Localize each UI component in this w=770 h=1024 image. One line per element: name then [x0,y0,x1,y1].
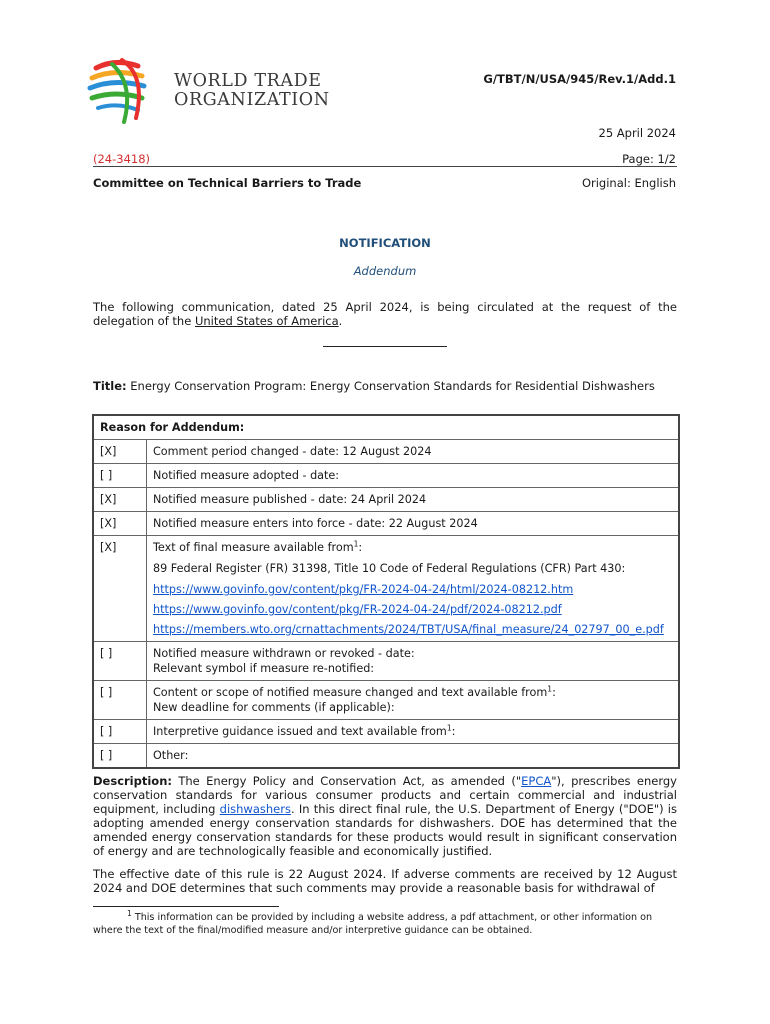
org-name [174,72,330,110]
federal-register-citation: 89 Federal Register (FR) 31398, Title 10 Code of Federal Regulations (CFR) Part 430: [153,562,626,575]
intro-end: . [338,314,343,328]
reason-cell [147,642,680,681]
reason-header: Reason for Addendum: [93,415,679,440]
table-row [93,440,679,464]
reason-text: Content or scope of notified measure changed and text available from [153,686,548,699]
reason-header-row [93,415,679,440]
member-link[interactable]: United States of America [194,314,339,328]
reason-colon: : [552,686,556,699]
reason-subtext: Relevant symbol if measure re-notified: [153,662,375,675]
checkbox-mark: [ ] [93,681,147,720]
reason-table [92,414,680,769]
document-number: (24-3418) [93,152,151,166]
wto-emblem-icon [86,56,166,128]
original-language: Original: English [581,176,676,190]
table-row [93,512,679,536]
description-label: Description: [93,774,172,788]
document-date: 25 April 2024 [598,126,676,140]
footnote-ref: 1 [446,723,452,733]
reason-text: Notified measure enters into force - date: 22 August 2024 [147,512,680,536]
footnote-ref: 1 [353,539,359,549]
measure-title [93,379,693,393]
dishwashers-link[interactable]: dishwashers [219,802,291,816]
title-text: Energy Conservation Program: Energy Conservation Standards for Residential Dishwashers [126,379,655,393]
reason-text: Other: [147,744,680,769]
org-name-line1: WORLD TRADE [174,71,322,91]
reason-text: Interpretive guidance issued and text available from [153,725,447,738]
reason-colon: : [451,725,456,738]
description-text: "), prescribes energy conservation standards for various consumer products and certain commercial and industrial equipment, including [93,774,677,816]
checkbox-mark: [X] [93,536,147,642]
checkbox-mark: [ ] [93,464,147,488]
checkbox-mark: [ ] [93,744,147,769]
html-link[interactable]: https://www.govinfo.gov/content/pkg/FR-2024-04-24/html/2024-08212.htm [153,583,574,596]
reason-text: Text of final measure available from [153,541,354,554]
table-row [93,681,679,720]
checkbox-mark: [ ] [93,642,147,681]
checkbox-mark: [X] [93,512,147,536]
wto-attachment-link[interactable]: https://members.wto.org/crnattachments/2024/TBT/USA/final_measure/24_02797_00_e.pdf [153,623,664,636]
table-row [93,464,679,488]
description-paragraph [93,774,677,858]
footnote-text: This information can be provided by including a website address, a pdf attachment, or other information on where the text of the final/modified measure and/or interpretive guidance can be obtained. [93,912,653,936]
committee-name: Committee on Technical Barriers to Trade [93,176,362,190]
table-row [93,642,679,681]
addendum-subheading: Addendum [353,264,417,278]
footnote-divider [93,906,279,907]
header-divider [93,166,677,167]
footnote-ref: 1 [547,684,553,694]
pdf-link[interactable]: https://www.govinfo.gov/content/pkg/FR-2024-04-24/pdf/2024-08212.pdf [153,603,562,616]
org-name-line2: ORGANIZATION [174,90,330,110]
table-row [93,744,679,769]
epca-link[interactable]: EPCA [521,774,552,788]
reason-text: Notified measure published - date: 24 April 2024 [147,488,680,512]
intro-text: The following communication, dated 25 April 2024, is being circulated at the request of the delegation of the [93,300,677,328]
reason-text: Notified measure adopted - date: [147,464,680,488]
effective-date-paragraph: The effective date of this rule is 22 August 2024. If adverse comments are received by 12 August 2024 and DOE determines that such comments may provide a reasonable basis for withdrawal of [93,867,677,895]
table-row [93,536,679,642]
checkbox-mark: [X] [93,488,147,512]
table-row [93,488,679,512]
notification-heading: NOTIFICATION [339,236,431,250]
wto-logo [86,56,336,128]
page-number: Page: 1/2 [622,152,676,166]
title-label: Title: [93,379,127,393]
reason-cell [147,681,680,720]
document-symbol: G/TBT/N/USA/945/Rev.1/Add.1 [483,72,676,86]
intro-paragraph [93,300,677,328]
reason-cell [147,720,680,744]
reason-subtext: New deadline for comments (if applicable): [153,701,395,714]
reason-text: Notified measure withdrawn or revoked - date: [153,647,415,660]
checkbox-mark: [ ] [93,720,147,744]
description-section [93,774,677,904]
reason-colon: : [358,541,363,554]
reason-text: Comment period changed - date: 12 August 2024 [147,440,680,464]
table-row [93,720,679,744]
section-separator [323,346,447,347]
checkbox-mark: [X] [93,440,147,464]
footnote [93,908,677,937]
footnote-number: 1 [127,908,132,918]
description-text: The Energy Policy and Conservation Act, as amended (" [171,774,522,788]
description-text: . In this direct final rule, the U.S. Department of Energy ("DOE") is adopting amended energy conservation standards for dishwashers. DOE has determined that the amended energy conservation standards for these products would result in significant conservation of energy and are technologically feasible and economically justified. [93,802,677,858]
reason-cell [147,536,680,642]
